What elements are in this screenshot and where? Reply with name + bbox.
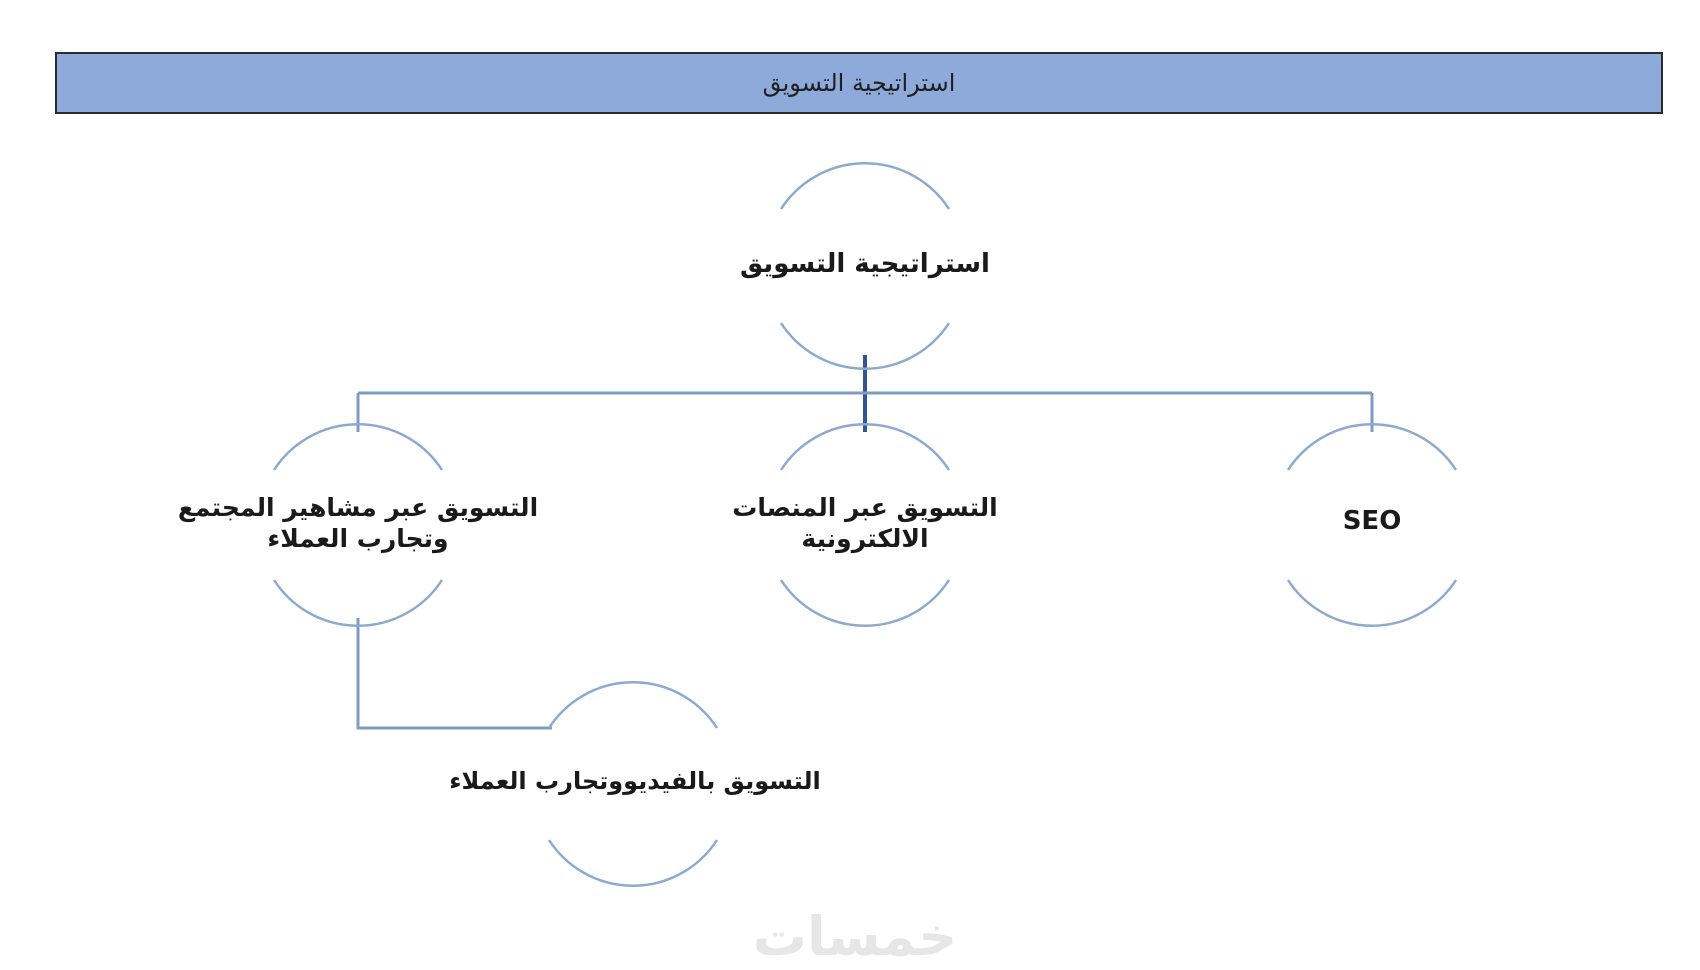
node-label-seo [1272, 505, 1472, 538]
node-label-online-platforms [690, 492, 1040, 555]
watermark-logo: خمسات [752, 905, 958, 968]
root-node-text: استراتيجية التسويق [740, 249, 990, 279]
banner-title: استراتيجية التسويق [762, 69, 956, 97]
node-label-community-influencers [168, 492, 548, 555]
node-label-line1: التسويق عبر مشاهير المجتمع [177, 493, 539, 522]
node-label-video-marketing [420, 766, 850, 796]
node-label-line2: وتجارب العملاء [267, 524, 449, 554]
root-node-label [715, 248, 1015, 281]
node-label-line2: الالكترونية [801, 524, 929, 554]
node-label-text: التسويق بالفيديووتجارب العملاء [449, 767, 821, 795]
node-label-line1: SEO [1342, 506, 1402, 536]
node-label-line1: التسويق عبر المنصات [732, 493, 998, 522]
connector-left-to-grandchild [358, 618, 552, 728]
